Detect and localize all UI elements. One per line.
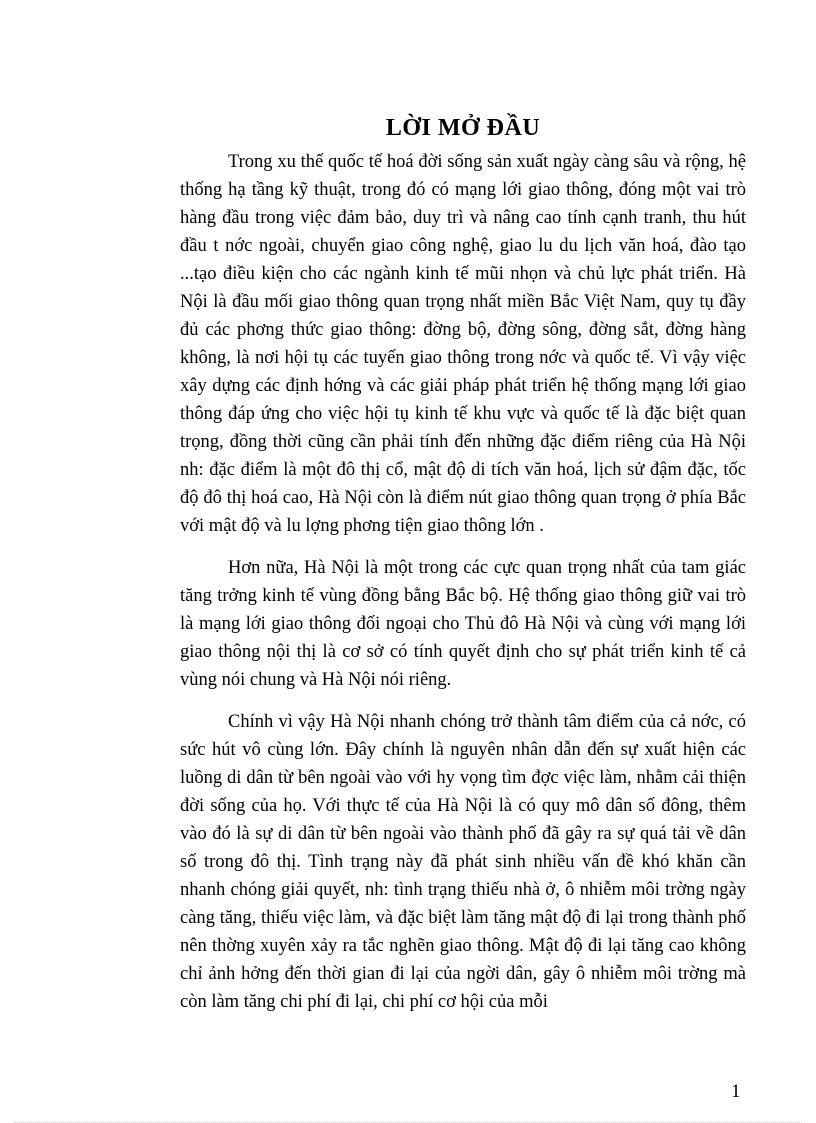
page-title: LỜI MỞ ĐẦU [385, 115, 541, 141]
paragraph-growth-triangle: Hơn nữa, Hà Nội là một trong các cực quan trọng nhất của tam giác tăng trởng kinh tế vùng đồng bằng Bắc bộ. Hệ thống giao thông giữ vai trò là mạng lới giao thông đối ngoại cho Thủ đô Hà Nội và cùng với mạng lới giao thông nội thị là cơ sở có tính quyết định cho sự phát triển kinh tế cả vùng nói chung và Hà Nội nói riêng. [180, 558, 746, 690]
body-text [180, 148, 746, 1016]
paragraph-migration: Chính vì vậy Hà Nội nhanh chóng trở thành tâm điểm của cả nớc, có sức hút vô cùng lớn. Đây chính là nguyên nhân dẫn đến sự xuất hiện các luồng di dân từ bên ngoài vào với hy vọng tìm đợc việc làm, nhằm cải thiện đời sống của họ. Với thực tế của Hà Nội là có quy mô dân số đông, thêm vào đó là sự di dân từ bên ngoài vào thành phố đã gây ra sự quá tải về dân số trong đô thị. Tình trạng này đã phát sinh nhiều vấn đề khó khăn cần nhanh chóng giải quyết, nh: tình trạng thiếu nhà ở, ô nhiễm môi trờng ngày càng tăng, thiếu việc làm, và đặc biệt làm tăng mật độ đi lại trong thành phố nên thờng xuyên xảy ra tắc nghẽn giao thông. Mật độ đi lại tăng cao không chỉ ảnh hởng đến thời gian đi lại của ngời dân, gây ô nhiễm môi trờng mà còn làm tăng chi phí đi lại, chi phí cơ hội của mỗi [180, 712, 746, 1012]
paragraph-intro: Trong xu thế quốc tế hoá đời sống sản xuất ngày càng sâu và rộng, hệ thống hạ tầng kỹ thuật, trong đó có mạng lới giao thông, đóng một vai trò hàng đầu trong việc đảm bảo, duy trì và nâng cao tính cạnh tranh, thu hút đầu t nớc ngoài, chuyển giao công nghệ, giao lu du lịch văn hoá, đào tạo ...tạo điều kiện cho các ngành kinh tế mũi nhọn và chủ lực phát triển. Hà Nội là đầu mối giao thông quan trọng nhất miền Bắc Việt Nam, quy tụ đầy đủ các phơng thức giao thông: đờng bộ, đờng sông, đờng sắt, đờng hàng không, là nơi hội tụ các tuyến giao thông trong nớc và quốc tế. Vì vậy việc xây dựng các định hớng và các giải pháp phát triển hệ thống mạng lới giao thông đáp ứng cho việc hội tụ kinh tế khu vực và quốc tế là đặc biệt quan trọng, đồng thời cũng cần phải tính đến những đặc điểm riêng của Hà Nội nh: đặc điểm là một đô thị cổ, mật độ di tích văn hoá, lịch sử đậm đặc, tốc độ đô thị hoá cao, Hà Nội còn là điểm nút giao thông quan trọng ở phía Bắc với mật độ và lu lợng phơng tiện giao thông lớn . [180, 152, 746, 536]
page-number: 1 [731, 1081, 741, 1102]
